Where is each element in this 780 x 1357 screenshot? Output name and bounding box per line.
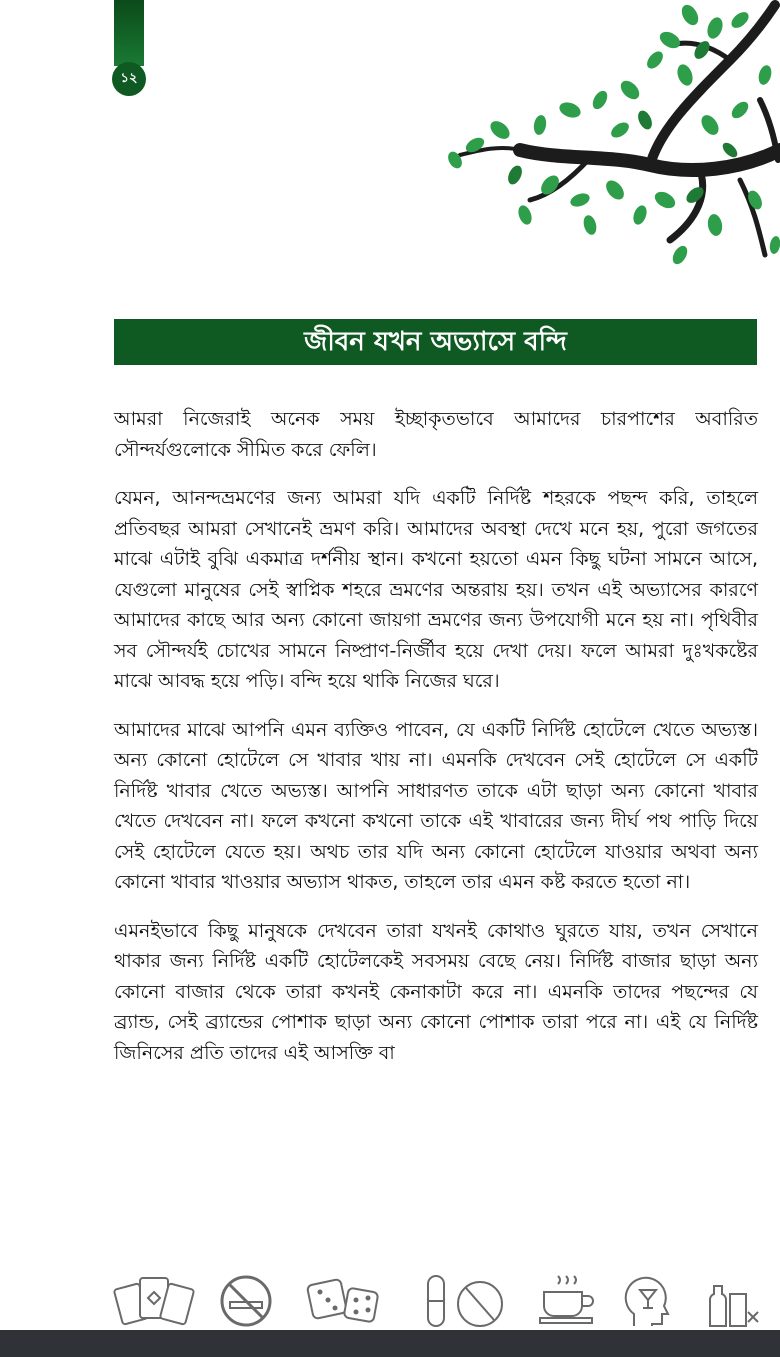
- paragraph: আমাদের মাঝে আপনি এমন ব্যক্তিও পাবেন, যে একটি নির্দিষ্ট হোটেলে খেতে অভ্যস্ত। অন্য কোনো হোটেলে সে খাবার খায় না। এমনকি দেখবেন সেই হোটেলে সে একটি নির্দিষ্ট খাবার খেতে অভ্যস্ত। আপনি সাধারণত তাকে এটা ছাড়া অন্য কোনো খাবার খেতে দেখবেন না। ফলে কখনো কখনো তাকে এই খাবারের জন্য দীর্ঘ পথ পাড়ি দিয়ে সেই হোটেলে যেতে হয়। অথচ তার যদি অন্য কোনো হোটেলে যাওয়ার অথবা অন্য কোনো খাবার খাওয়ার অভ্যাস থাকত, তাহলে তার এমন কষ্ট করতে হতো না।: [114, 718, 758, 893]
- paragraph: আমরা নিজেরাই অনেক সময় ইচ্ছাকৃতভাবে আমাদের চারপাশের অবারিত সৌন্দর্যগুলোকে সীমিত করে ফেলি।: [114, 408, 758, 461]
- body-text: [114, 404, 758, 1086]
- dice-icon: [302, 1272, 392, 1330]
- page-number: ১২: [112, 62, 146, 96]
- paragraph: যেমন, আনন্দভ্রমণের জন্য আমরা যদি একটি নির্দিষ্ট শহরকে পছন্দ করি, তাহলে প্রতিবছর আমরা সেখানেই ভ্রমণ করি। আমাদের অবস্থা দেখে মনে হয়, পুরো জগতের মাঝে এটাই বুঝি একমাত্র দর্শনীয় স্থান। কখনো হয়তো এমন কিছু ঘটনা সামনে আসে, যেগুলো মানুষের সেই স্বাপ্নিক শহরে ভ্রমণের অন্তরায় হয়। তখন এই অভ্যাসের কারণে আমাদের কাছে আর অন্য কোনো জায়গা ভ্রমণের জন্য উপযোগী মনে হয় না। পৃথিবীর সব সৌন্দর্যই চোখের সামনে নিষ্প্রাণ-নির্জীব হয়ে দেখা দেয়। ফলে আমরা দুঃখকষ্টের মাঝে আবদ্ধ হয়ে পড়ি। বন্দি হয়ে থাকি নিজের ঘরে।: [114, 487, 758, 692]
- page-tab-marker: [114, 0, 144, 66]
- footer-strip: [0, 1330, 780, 1357]
- paragraph: এমনইভাবে কিছু মানুষকে দেখবেন তারা যখনই কোথাও ঘুরতে যায়, তখন সেখানে থাকার জন্য নির্দিষ্ট একটি হোটেলকেই সবসময় বেছে নেয়। নির্দিষ্ট বাজার ছাড়া অন্য কোনো বাজার থেকে তারা কখনই কেনাকাটা করে না। এমনকি তাদের পছন্দের যে ব্র্যান্ড, সেই ব্র্যান্ডের পোশাক ছাড়া অন্য কোনো পোশাক তারা পরে না। এই যে নির্দিষ্ট জিনিসের প্রতি তাদের এই আসক্তি বা: [114, 919, 758, 1064]
- coffee-cup-icon: [538, 1272, 598, 1330]
- bottles-icon: [704, 1272, 764, 1330]
- thinking-head-icon: [620, 1272, 680, 1330]
- no-smoking-icon: [218, 1272, 274, 1330]
- pills-icon: [420, 1272, 512, 1330]
- footer-icons-row: [110, 1272, 770, 1330]
- tree-branch-illustration: [440, 0, 780, 270]
- playing-cards-icon: [110, 1272, 200, 1330]
- chapter-title: জীবন যখন অভ্যাসে বন্দি: [114, 319, 757, 365]
